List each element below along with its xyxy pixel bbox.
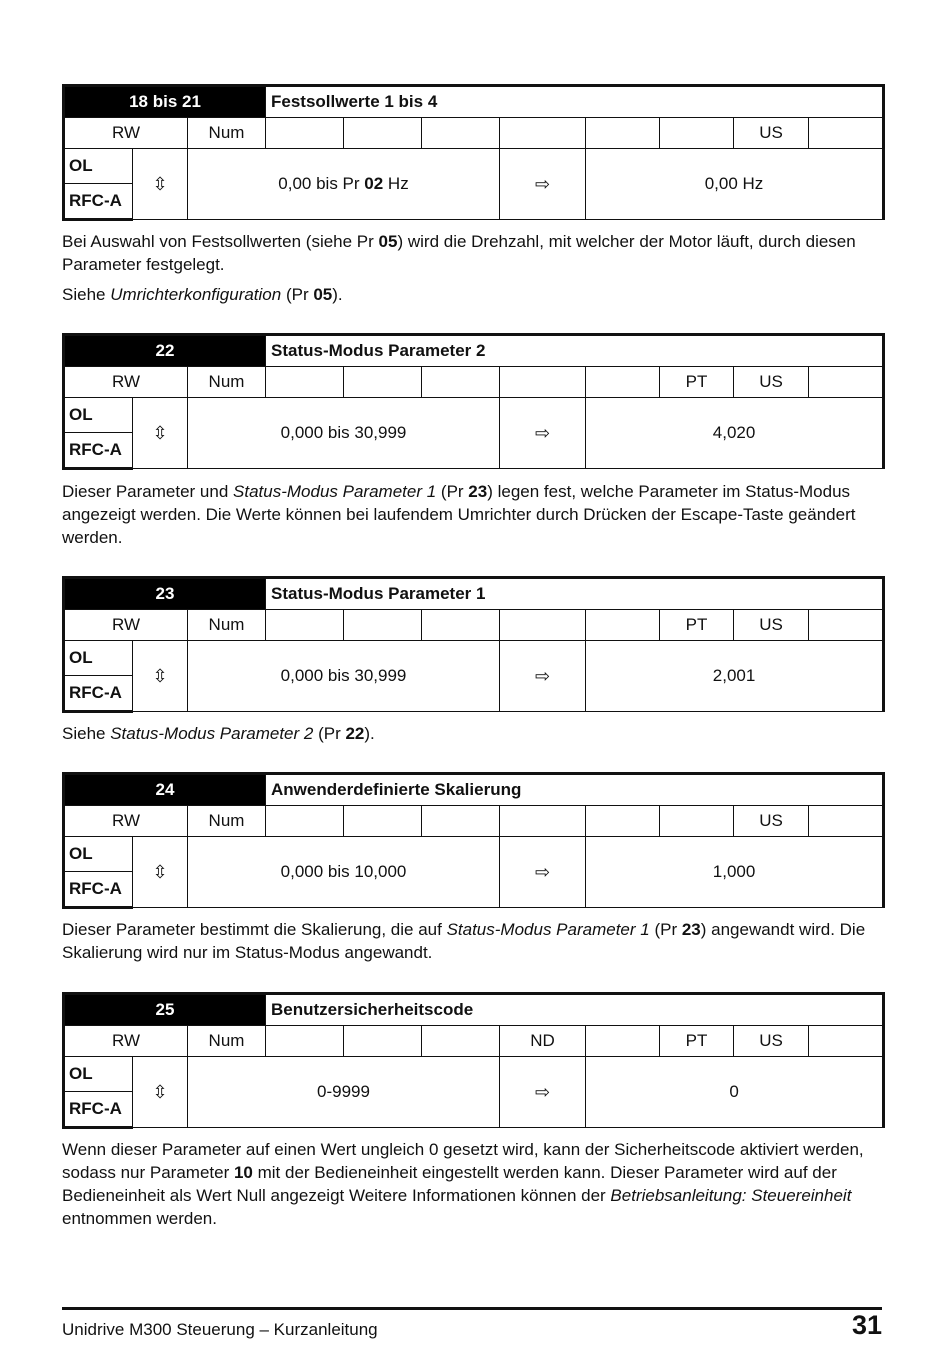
description-24 (62, 918, 882, 964)
flag-cell (266, 118, 344, 149)
default-arrow-icon: ⇨ (500, 837, 586, 908)
flag-cell: RW (64, 610, 188, 641)
flag-cell: Num (188, 806, 266, 837)
param-table-22 (62, 333, 885, 470)
flag-cell (344, 367, 422, 398)
flag-cell: US (734, 1026, 809, 1057)
param-default: 0,00 Hz (586, 149, 884, 220)
flag-cell: US (734, 367, 809, 398)
param-range (188, 641, 500, 712)
text-run: (Pr (313, 724, 346, 743)
param-number: 24 (64, 774, 266, 806)
param-range (188, 1057, 500, 1128)
text-run: Dieser Parameter und (62, 482, 234, 501)
flag-cell (809, 806, 884, 837)
param-ref: 10 (233, 1163, 253, 1182)
param-default: 1,000 (586, 837, 884, 908)
flag-cell: RW (64, 806, 188, 837)
flag-cell (422, 1026, 500, 1057)
param-range (188, 149, 500, 220)
flag-cell (809, 118, 884, 149)
flag-cell: US (734, 806, 809, 837)
flag-cell (422, 610, 500, 641)
param-name-ref: Status-Modus Parameter 1 (233, 482, 437, 501)
param-table-18-21 (62, 84, 885, 221)
param-ref: 22 (345, 724, 365, 743)
default-arrow-icon: ⇨ (500, 641, 586, 712)
flag-cell (266, 610, 344, 641)
flag-cell: Num (188, 367, 266, 398)
flag-cell: US (734, 610, 809, 641)
mode-ol: OL (64, 398, 133, 433)
flag-cell (586, 806, 660, 837)
flag-cell (500, 806, 586, 837)
document-ref: Betriebsanleitung: Steuereinheit (610, 1186, 852, 1205)
mode-rfc-a: RFC-A (64, 872, 133, 908)
default-arrow-icon: ⇨ (500, 1057, 586, 1128)
param-ref: 05 (313, 285, 333, 304)
footer-rule (62, 1307, 882, 1310)
param-ref: 23 (681, 920, 701, 939)
flag-cell: RW (64, 118, 188, 149)
mode-ol: OL (64, 1057, 133, 1092)
param-name-ref: Status-Modus Parameter 2 (110, 724, 314, 743)
flag-cell (422, 367, 500, 398)
flag-cell: Num (188, 610, 266, 641)
text-run: entnommen werden. (62, 1209, 217, 1228)
flag-cell (422, 806, 500, 837)
text-run: Wenn dieser Parameter auf einen Wert ungleich 0 gesetzt wird, kann der Sicherheitscode aktiviert werden, sodass nur Parameter (62, 1140, 864, 1182)
footer-title: Unidrive M300 Steuerung – Kurzanleitung (62, 1320, 378, 1339)
param-name-ref: Umrichterkonfiguration (110, 285, 282, 304)
description-22 (62, 480, 882, 549)
flag-cell: ND (500, 1026, 586, 1057)
range-text: 0,000 bis 10,000 (280, 862, 407, 881)
range-arrow-icon: ⇳ (133, 398, 188, 469)
param-title: Status-Modus Parameter 1 (266, 578, 884, 610)
range-text: 0,000 bis 30,999 (280, 423, 407, 442)
range-arrow-icon: ⇳ (133, 149, 188, 220)
range-arrow-icon: ⇳ (133, 837, 188, 908)
range-text: 0-9999 (317, 1082, 370, 1101)
description-23 (62, 722, 882, 745)
flag-cell (500, 367, 586, 398)
text-run: ) angewandt wird. Die Skalierung wird nur im Status-Modus angewandt. (62, 920, 866, 962)
text-run: mit der Bedieneinheit eingestellt werden kann. Dieser Parameter wird auf der Bedieneinheit als Wert Null angezeigt Weitere Informationen können der (62, 1163, 837, 1205)
mode-rfc-a: RFC-A (64, 184, 133, 220)
range-param-ref: 02 (364, 174, 384, 193)
default-arrow-icon: ⇨ (500, 149, 586, 220)
flag-cell: US (734, 118, 809, 149)
mode-ol: OL (64, 149, 133, 184)
flag-cell: Num (188, 118, 266, 149)
flag-cell: RW (64, 367, 188, 398)
flag-cell (500, 610, 586, 641)
flag-cell (344, 118, 422, 149)
flag-cell (586, 367, 660, 398)
flag-cell (266, 1026, 344, 1057)
param-default: 2,001 (586, 641, 884, 712)
text-run: (Pr (281, 285, 314, 304)
param-table-25 (62, 992, 885, 1129)
text-run: ) wird die Drehzahl, mit welcher der Motor läuft, durch diesen Parameter festgelegt. (62, 232, 856, 274)
description-25 (62, 1138, 882, 1230)
range-unit: Hz (383, 174, 409, 193)
flag-cell: PT (660, 1026, 734, 1057)
param-title: Anwenderdefinierte Skalierung (266, 774, 884, 806)
param-number: 18 bis 21 (64, 86, 266, 118)
param-title: Festsollwerte 1 bis 4 (266, 86, 884, 118)
see-also-18-21 (62, 283, 882, 306)
description-18-21 (62, 230, 882, 276)
text-run: Siehe (62, 724, 111, 743)
param-range (188, 837, 500, 908)
range-arrow-icon: ⇳ (133, 641, 188, 712)
flag-cell: PT (660, 610, 734, 641)
mode-rfc-a: RFC-A (64, 433, 133, 469)
mode-ol: OL (64, 641, 133, 676)
text-run: ) legen fest, welche Parameter im Status-Modus angezeigt werden. Die Werte können bei laufendem Umrichter durch Drücken der Escape-Taste geändert werden. (62, 482, 856, 547)
flag-cell (500, 118, 586, 149)
flag-cell (422, 118, 500, 149)
param-title: Benutzersicherheitscode (266, 994, 884, 1026)
default-arrow-icon: ⇨ (500, 398, 586, 469)
flag-cell: RW (64, 1026, 188, 1057)
text-run: Bei Auswahl von Festsollwerten (siehe Pr (62, 232, 379, 251)
flag-cell: Num (188, 1026, 266, 1057)
mode-ol: OL (64, 837, 133, 872)
param-number: 23 (64, 578, 266, 610)
flag-cell: PT (660, 367, 734, 398)
param-table-23 (62, 576, 885, 713)
flag-cell (660, 118, 734, 149)
param-number: 25 (64, 994, 266, 1026)
param-default: 0 (586, 1057, 884, 1128)
param-ref: 05 (378, 232, 398, 251)
mode-rfc-a: RFC-A (64, 676, 133, 712)
text-run: Siehe (62, 285, 111, 304)
range-text: 0,00 bis Pr (278, 174, 365, 193)
flag-cell (586, 118, 660, 149)
text-run: ). (364, 724, 375, 743)
param-ref: 23 (468, 482, 488, 501)
param-number: 22 (64, 335, 266, 367)
flag-cell (344, 806, 422, 837)
flag-cell (809, 367, 884, 398)
flag-cell (809, 1026, 884, 1057)
flag-cell (266, 806, 344, 837)
text-run: ). (332, 285, 343, 304)
param-title: Status-Modus Parameter 2 (266, 335, 884, 367)
flag-cell (344, 1026, 422, 1057)
flag-cell (344, 610, 422, 641)
flag-cell (266, 367, 344, 398)
flag-cell (660, 806, 734, 837)
mode-rfc-a: RFC-A (64, 1092, 133, 1128)
text-run: (Pr (436, 482, 469, 501)
range-text: 0,000 bis 30,999 (280, 666, 407, 685)
page-number: 31 (851, 1310, 882, 1340)
param-name-ref: Status-Modus Parameter 1 (446, 920, 650, 939)
text-run: (Pr (649, 920, 682, 939)
flag-cell (809, 610, 884, 641)
param-table-24 (62, 772, 885, 909)
param-range (188, 398, 500, 469)
flag-cell (586, 1026, 660, 1057)
param-default: 4,020 (586, 398, 884, 469)
text-run: Dieser Parameter bestimmt die Skalierung, die auf (62, 920, 447, 939)
range-arrow-icon: ⇳ (133, 1057, 188, 1128)
flag-cell (586, 610, 660, 641)
